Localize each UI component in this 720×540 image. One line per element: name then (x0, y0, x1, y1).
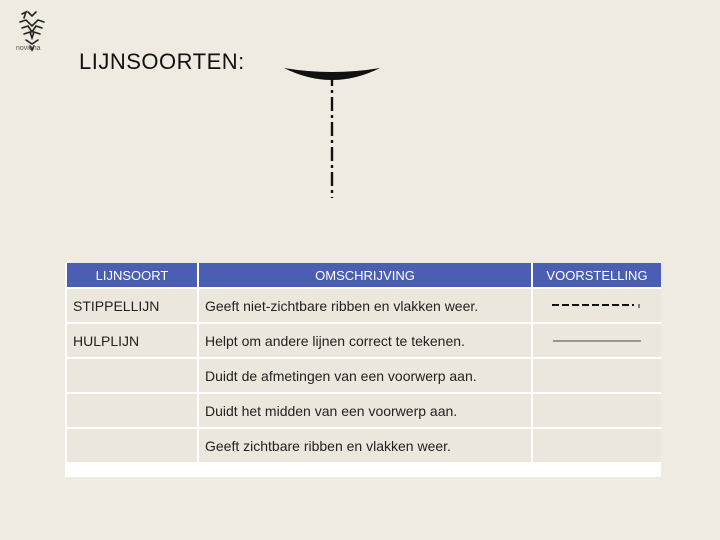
description-cell: Geeft niet-zichtbare ribben en vlakken weer. (199, 289, 531, 324)
column-header-type: LIJNSOORT (67, 263, 197, 289)
line-type-cell (67, 394, 197, 429)
column-header-description: OMSCHRIJVING (199, 263, 531, 289)
logo-text: noviena (16, 45, 41, 52)
column-header-sample: VOORSTELLING (533, 263, 661, 289)
sample-cell (533, 394, 661, 429)
line-sample-illustration (280, 60, 384, 205)
table-row (67, 429, 661, 464)
description-cell: Geeft zichtbare ribben en vlakken weer. (199, 429, 531, 464)
table-row (67, 359, 661, 394)
description-cell: Duidt de afmetingen van een voorwerp aan. (199, 359, 531, 394)
description-cell: Duidt het midden van een voorwerp aan. (199, 394, 531, 429)
line-type-cell (67, 429, 197, 464)
line-type-cell (67, 359, 197, 394)
sample-cell (533, 289, 661, 324)
line-types-table (65, 263, 663, 464)
table-header-row (67, 263, 661, 289)
table-row (67, 289, 661, 324)
table-row (67, 324, 661, 359)
thin-line-sample (553, 339, 641, 343)
sample-cell (533, 429, 661, 464)
sample-cell (533, 324, 661, 359)
dashed-line-sample (552, 301, 642, 311)
line-type-cell: HULPLIJN (67, 324, 197, 359)
description-cell: Helpt om andere lijnen correct te tekenen. (199, 324, 531, 359)
table-row (67, 394, 661, 429)
page-title: LIJNSOORTEN: (79, 49, 245, 74)
sample-cell (533, 359, 661, 394)
line-type-cell: STIPPELLIJN (67, 289, 197, 324)
